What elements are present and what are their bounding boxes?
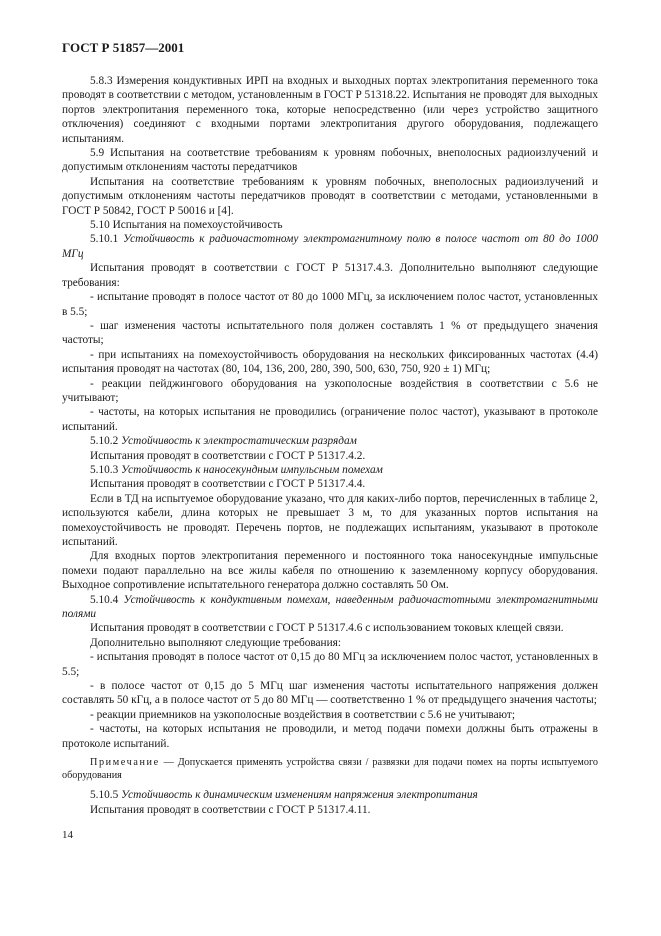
subsection-number: 5.10.1	[90, 233, 119, 246]
subsection-title: Устойчивость к электростатическим разрядам	[121, 435, 357, 448]
paragraph-5-8-3: 5.8.3 Измерения кондуктивных ИРП на входных и выходных портах электропитания переменного тока проводят в соответствии с методом, установленным в ГОСТ Р 51318.22. Испытания не проводят для выходных портов электропитания переменного тока, которые непосредственно (или через устройство защитного отключения) соединяют с входными портами электропитания другого оборудования, подлежащего испытаниям.	[62, 75, 598, 145]
list-item: - частоты, на которых испытания не проводили, и метод подачи помехи должны быть отражены в протоколе испытаний.	[62, 723, 598, 750]
subsection-number: 5.10.2	[90, 435, 119, 448]
subsection-title: Устойчивость к радиочастотному электромагнитному полю в полосе частот от 80 до 1000 МГц	[62, 233, 598, 260]
subsection-title: Устойчивость к кондуктивным помехам, наведенным радиочастотными электромагнитными полями	[62, 593, 598, 621]
subsection-heading-5-10-1	[62, 232, 598, 261]
paragraph: Испытания проводят в соответствии с ГОСТ Р 51317.4.11.	[90, 803, 371, 816]
note-label: Примечание	[90, 757, 160, 769]
subsection-heading-5-10-4	[62, 593, 598, 622]
paragraph: Дополнительно выполняют следующие требования:	[90, 636, 341, 649]
paragraph: Если в ТД на испытуемое оборудование указано, что для каких-либо портов, перечисленных в таблице 2, используются кабели, длина которых не превышает 3 м, то для указанных портов испытания на помехоустойчивость не проводят. Перечень портов, не подлежащих испытаниям, указывают в протоколе испытаний.	[62, 492, 598, 548]
page-number: 14	[62, 829, 73, 841]
note	[62, 756, 598, 782]
subsection-heading-5-10-3	[62, 463, 598, 477]
list-item: - испытания проводят в полосе частот от 0,15 до 80 МГц за исключением полос частот, установленных в 5.5;	[62, 651, 598, 678]
subsection-title: Устойчивость к наносекундным импульсным помехам	[121, 463, 383, 476]
paragraph: Испытания проводят в соответствии с ГОСТ Р 51317.4.6 с использованием токовых клещей связи.	[90, 622, 564, 635]
paragraph: Испытания проводят в соответствии с ГОСТ Р 51317.4.3. Дополнительно выполняют следующие требования:	[62, 262, 598, 289]
subsection-heading-5-10-2	[62, 434, 598, 448]
list-item: - реакции приемников на узкополосные воздействия в соответствии с 5.6 не учитывают;	[90, 708, 515, 721]
list-item: - реакции пейджингового оборудования на узкополосные воздействия в соответствии с 5.6 не учитывают;	[62, 377, 598, 404]
subsection-number: 5.10.3	[90, 463, 119, 476]
list-item: - частоты, на которых испытания не проводились (ограничение полос частот), указывают в протоколе испытаний.	[62, 406, 598, 433]
list-item: - при испытаниях на помехоустойчивость оборудования на нескольких фиксированных частотах (4.4) испытания проводят на частотах (80, 104, 136, 200, 280, 390, 500, 630, 750, 920 ± 1) МГц;	[62, 348, 598, 376]
list-item: - в полосе частот от 0,15 до 5 МГц шаг изменения частоты испытательного напряжения должен составлять 50 кГц, а в полосе частот от 5 до 80 МГц — соответственно 1 % от предыдущего значения частоты;	[62, 680, 598, 707]
document-code-header: ГОСТ Р 51857—2001	[62, 40, 185, 55]
subsection-number: 5.10.4	[90, 593, 119, 606]
paragraph: Испытания проводят в соответствии с ГОСТ Р 51317.4.2.	[90, 449, 366, 462]
list-item: - шаг изменения частоты испытательного поля должен составлять 1 % от предыдущего значения частоты;	[62, 319, 598, 347]
subsection-heading-5-10-5	[62, 788, 598, 802]
paragraph: Для входных портов электропитания переменного и постоянного тока наносекундные импульсные помехи подают параллельно на все жилы кабеля по отношению к заземленному корпусу оборудования. Выходное сопротивление испытательного генератора должно составлять 50 Ом.	[62, 550, 598, 592]
note-text: — Допускается применять устройства связи / развязки для подачи помех на порты испытуемого оборудования	[62, 757, 598, 782]
subsection-title: Устойчивость к динамическим изменениям напряжения электропитания	[121, 789, 478, 802]
page-body	[62, 74, 598, 817]
paragraph: Испытания на соответствие требованиям к уровням побочных, внеполосных радиоизлучений и допустимым отклонениям частоты передатчиков проводят в соответствии с методами, установленными в ГОСТ Р 50842, ГОСТ Р 50016 и [4].	[62, 175, 598, 217]
subsection-number: 5.10.5	[90, 789, 119, 802]
section-heading-5-10: 5.10 Испытания на помехоустойчивость	[90, 219, 283, 232]
paragraph: Испытания проводят в соответствии с ГОСТ Р 51317.4.4.	[90, 478, 366, 491]
list-item: - испытание проводят в полосе частот от 80 до 1000 МГц, за исключением полос частот, установленных в 5.5;	[62, 291, 598, 318]
section-heading-5-9: 5.9 Испытания на соответствие требованиям к уровням побочных, внеполосных радиоизлучений и допустимым отклонениям частоты передатчиков	[62, 147, 598, 174]
